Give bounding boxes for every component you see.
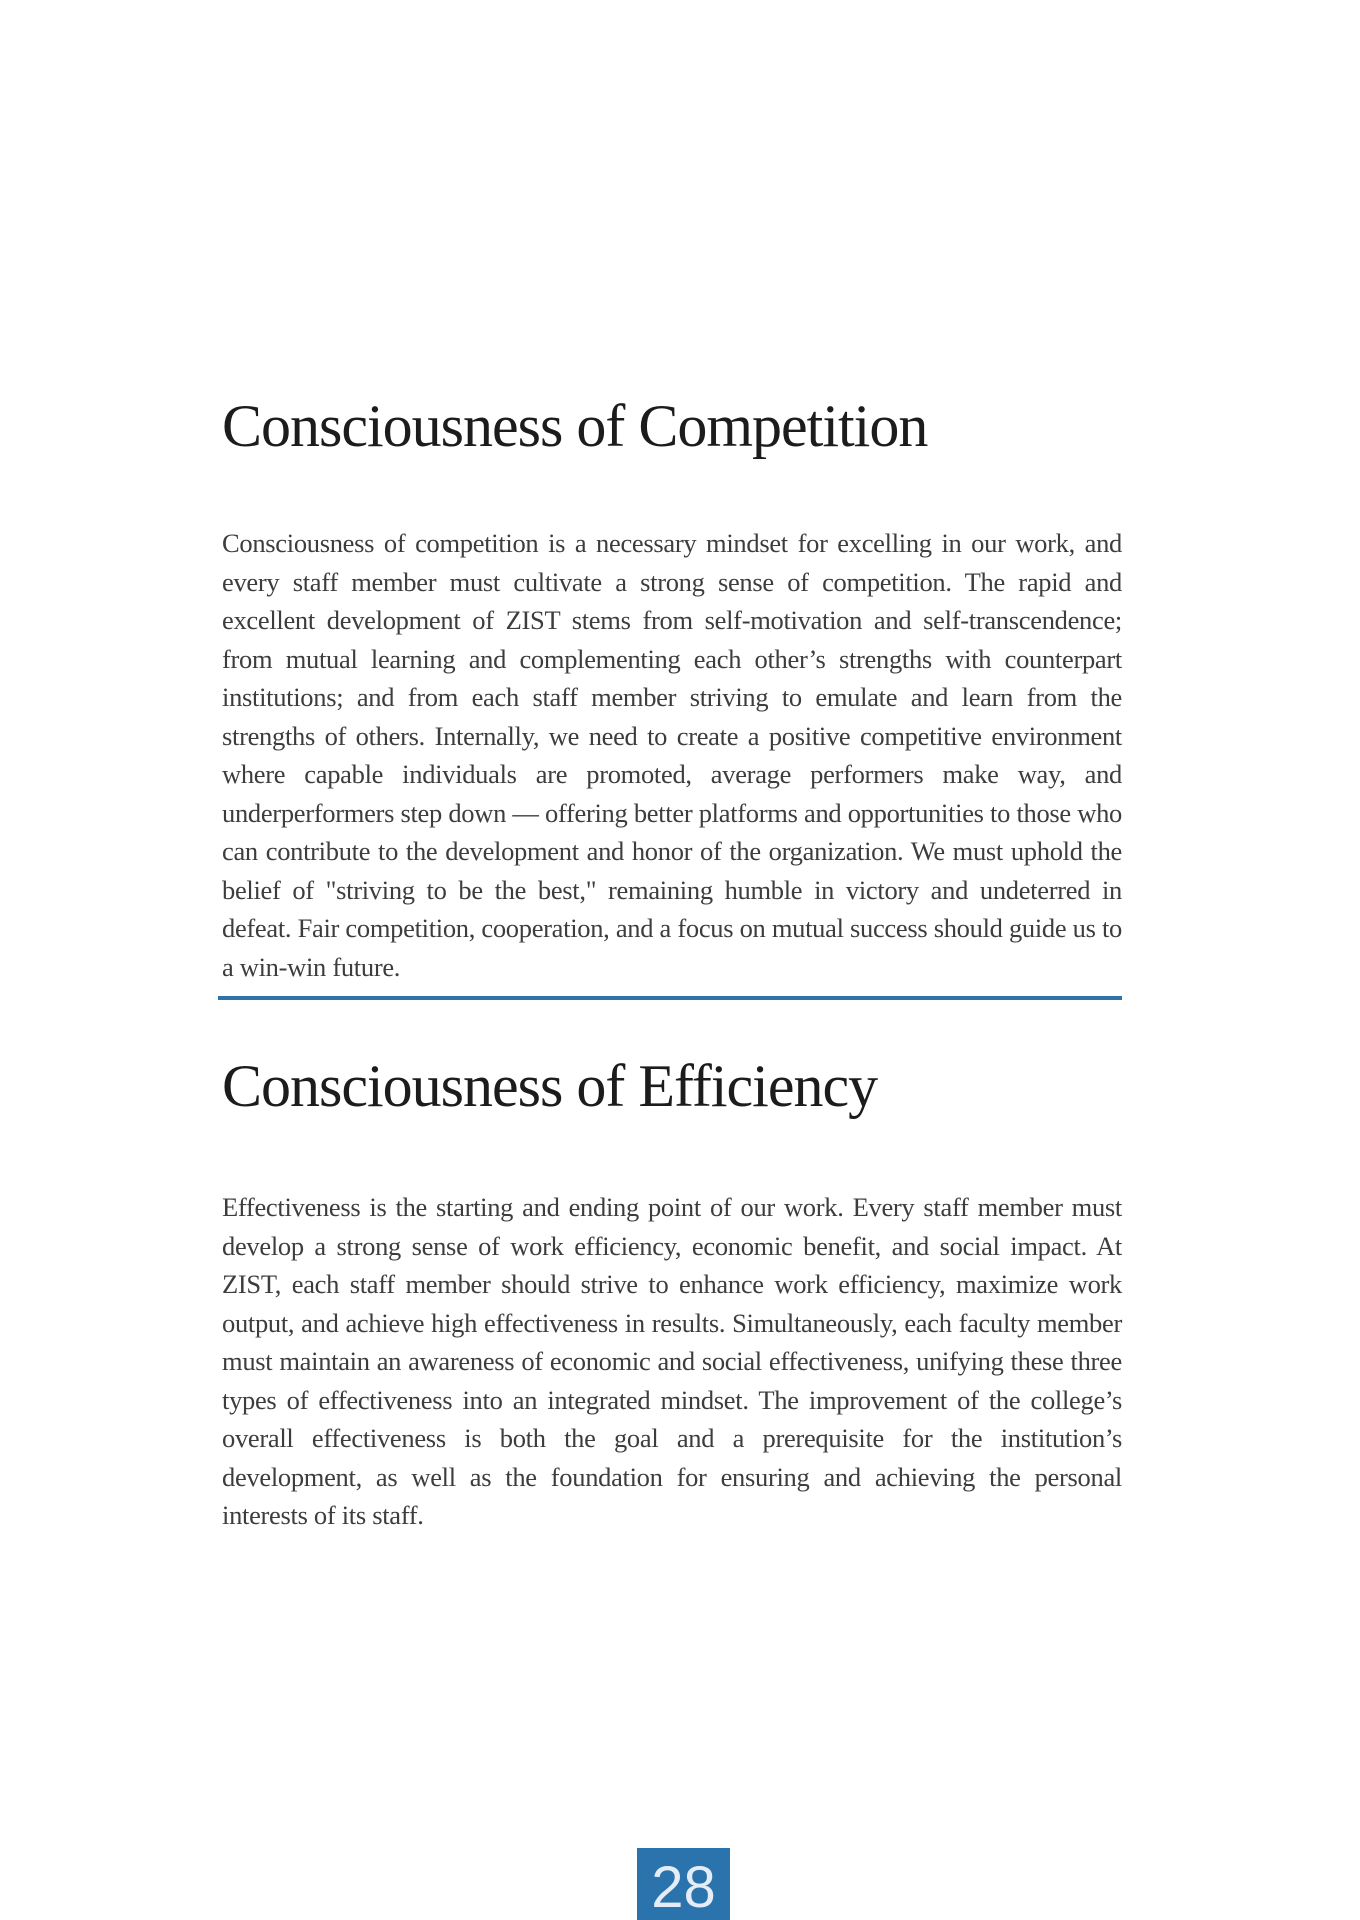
- page-number-badge: [637, 1848, 730, 1920]
- section-divider: [218, 996, 1122, 1000]
- section-title-efficiency: Consciousness of Efficiency: [222, 1053, 878, 1119]
- page-number: 28: [651, 1855, 716, 1920]
- section-title-competition: Consciousness of Competition: [222, 393, 928, 459]
- section-body-competition: Consciousness of competition is a necessary mindset for excelling in our work, and every staff member must cultivate a strong sense of competition. The rapid and excellent development of ZIST stems from self-motivation and self-transcendence; from mutual learning and complementing each other’s strengths with counterpart institutions; and from each staff member striving to emulate and learn from the strengths of others. Internally, we need to create a positive competitive environment where capable individuals are promoted, average performers make way, and underperformers step down — offering better platforms and opportunities to those who can contribute to the development and honor of the organization. We must uphold the belief of "striving to be the best," remaining humble in victory and undeterred in defeat. Fair competition, cooperation, and a focus on mutual success should guide us to a win-win future.: [222, 528, 1122, 982]
- section-body-efficiency: Effectiveness is the starting and ending point of our work. Every staff member must develop a strong sense of work efficiency, economic benefit, and social impact. At ZIST, each staff member should strive to enhance work efficiency, maximize work output, and achieve high effectiveness in results. Simultaneously, each faculty member must maintain an awareness of economic and social effectiveness, unifying these three types of effectiveness into an integrated mindset. The improvement of the college’s overall effectiveness is both the goal and a prerequisite for the institution’s development, as well as the foundation for ensuring and achieving the personal interests of its staff.: [222, 1192, 1122, 1530]
